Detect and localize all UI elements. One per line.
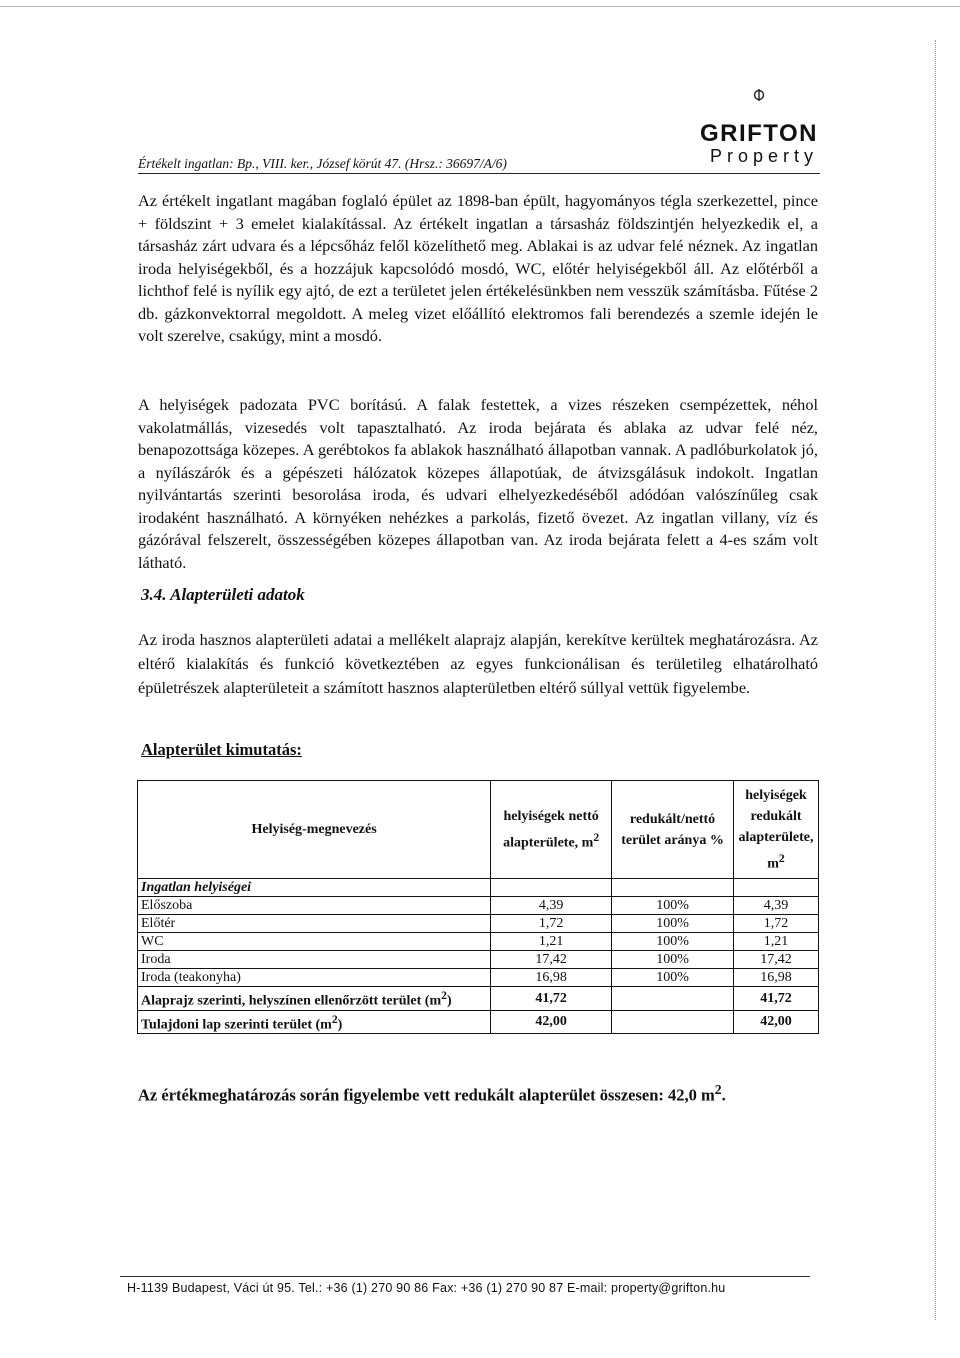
net-area: 4,39	[491, 897, 612, 915]
room-name: Előtér	[138, 915, 491, 933]
ratio: 100%	[612, 969, 734, 987]
group-row	[138, 879, 819, 897]
paragraph-condition: A helyiségek padozata PVC borítású. A falak festettek, a vizes részeken csempézettek, néhol vakolatmállás, vizesedés volt tapasztalható. Az iroda bejárata és ablaka az udvar felé néz, benapozottsága közepes. A gerébtokos fa ablakok használható állapotban vannak. A padlóburkolatok jó, a nyílászárók és a gépészeti hálózatok közepes állapotúak, de átvizsgálásuk indokolt. Ingatlan nyilvántartás szerinti besorolása iroda, és udvari elhelyezkedéséből adódóan valószínűleg csak irodaként használható. A környéken nehézkes a parkolás, fizető övezet. Az ingatlan villany, víz és gázórával felszerelt, összességében közepes állapotban van. Az iroda bejárata felett a 4-es szám volt látható.	[138, 395, 818, 572]
logo-subtitle: Property	[709, 146, 818, 166]
area-table	[137, 780, 819, 1034]
ratio: 100%	[612, 897, 734, 915]
room-name: Iroda	[138, 951, 491, 969]
ratio: 100%	[612, 951, 734, 969]
property-reference: Értékelt ingatlan: Bp., VIII. ker., József körút 47. (Hrsz.: 36697/A/6)	[138, 156, 507, 171]
section-heading: 3.4. Alapterületi adatok	[141, 585, 305, 604]
reduced-area: 1,72	[733, 915, 818, 933]
header-reduced-area: helyiségek redukált alapterülete, $m^2$	[733, 781, 818, 879]
footer-divider	[120, 1276, 810, 1277]
table-row	[138, 951, 819, 969]
total-label: Tulajdoni lap szerinti terület $(m^2)$	[138, 1010, 491, 1034]
logo-name: GRIFTON	[699, 120, 818, 147]
total-net-area: 42,00	[491, 1010, 612, 1034]
total-reduced-area: 42,00	[733, 1010, 818, 1034]
total-label: Alaprajz szerinti, helyszínen ellenőrzött terület $(m^2)$	[138, 987, 491, 1011]
room-name: Előszoba	[138, 897, 491, 915]
room-name: Iroda (teakonyha)	[138, 969, 491, 987]
table-row	[138, 915, 819, 933]
net-area: 17,42	[491, 951, 612, 969]
table-row	[138, 897, 819, 915]
paragraph-building: Az értékelt ingatlant magában foglaló épület az 1898-ban épült, hagyományos tégla szerkezettel, pince + földszint + 3 emelet kialakítással. Az értékelt ingatlan a társasház földszintjén helyezkedik el, a társasház zárt udvara és a lépcsőház felől közelíthető meg. Ablakai is az udvar felé néznek. Az ingatlan iroda helyiségekből, és a hozzájuk kapcsolódó mosdó, WC, előtér helyiségekből áll. Az előtérből a lichthof felé is nyílik egy ajtó, de ezt a területet jelen értékelésünkben nem vesszük számításba. Fűtése 2 db. gázkonvektorral megoldott. A meleg vizet előállító elektromos fali berendezés a szemle idején le volt szerelve, csakúgy, mint a mosdó.	[138, 191, 818, 345]
total-reduced-area: 41,72	[733, 987, 818, 1011]
area-summary-statement: Az értékmeghatározás során figyelembe vett redukált alapterület összesen: 42,0 $m^2$.	[138, 1082, 726, 1105]
reduced-area: 16,98	[733, 969, 818, 987]
reduced-area: 17,42	[733, 951, 818, 969]
paragraph-area-data: Az iroda hasznos alapterületi adatai a mellékelt alaprajz alapján, kerekítve kerültek meghatározásra. Az eltérő kialakítás és funkció következtében az egyes funkcionálisan és területileg elhatárolható épületrészek alapterületeit a számított hasznos alapterületben eltérő súllyal vettük figyelembe.	[138, 630, 818, 697]
area-summary-heading: Alapterület kimutatás:	[141, 740, 302, 759]
page-edge-top	[0, 6, 960, 7]
page-edge-right	[935, 40, 936, 1320]
ratio: 100%	[612, 933, 734, 951]
header-ratio: redukált/nettó terület aránya %	[612, 781, 734, 879]
net-area: 1,21	[491, 933, 612, 951]
total-ratio	[612, 987, 734, 1011]
total-net-area: 41,72	[491, 987, 612, 1011]
table-row	[138, 969, 819, 987]
total-row-floorplan	[138, 987, 819, 1011]
table-row	[138, 933, 819, 951]
table-header-row	[138, 781, 819, 879]
reduced-area: 1,21	[733, 933, 818, 951]
header-divider	[138, 173, 820, 174]
ratio: 100%	[612, 915, 734, 933]
page-header	[138, 98, 818, 170]
total-ratio	[612, 1010, 734, 1034]
room-name: WC	[138, 933, 491, 951]
header-room-name: Helyiség-megnevezés	[138, 781, 491, 879]
net-area: 16,98	[491, 969, 612, 987]
group-label: Ingatlan helyiségei	[138, 879, 491, 897]
footer-contact: H-1139 Budapest, Váci út 95. Tel.: +36 (1) 270 90 86 Fax: +36 (1) 270 90 87 E-mail: property@grifton.hu	[127, 1281, 726, 1295]
total-row-registry	[138, 1010, 819, 1034]
reduced-area: 4,39	[733, 897, 818, 915]
grifton-logo-icon	[752, 88, 766, 102]
header-net-area: helyiségek nettó alapterülete, $m^2$	[491, 781, 612, 879]
net-area: 1,72	[491, 915, 612, 933]
